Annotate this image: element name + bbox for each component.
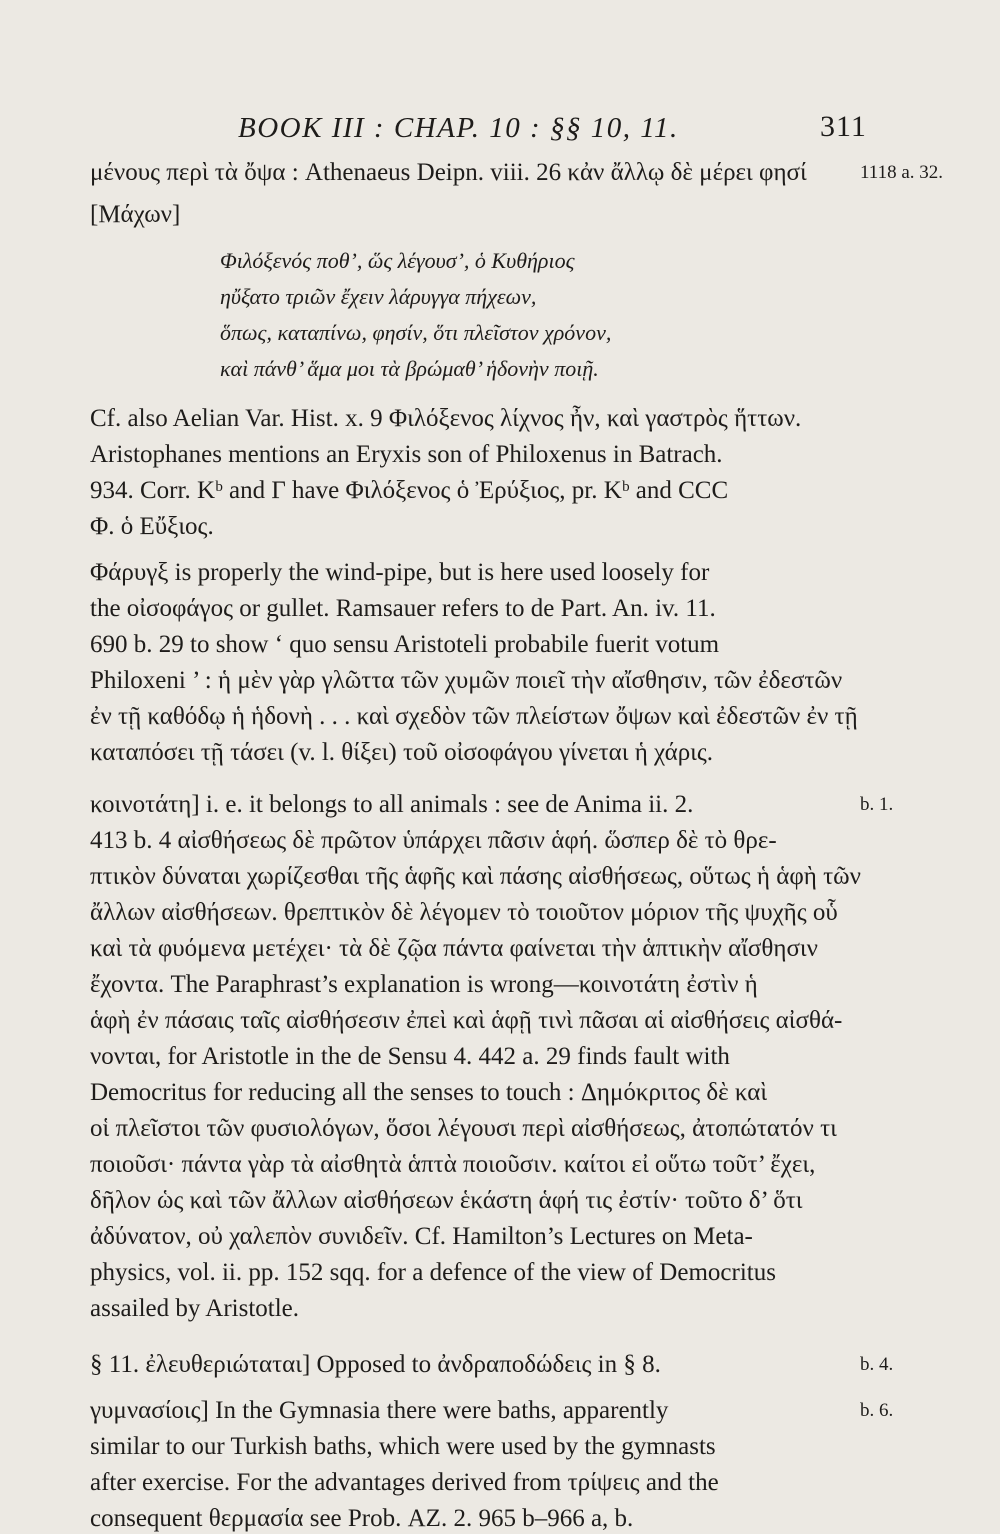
text-line: μένους περὶ τὰ ὄψα : Athenaeus Deipn. viii. 26 κἀν ἄλλῳ δὲ μέρει φησί 1118 a. 32. <box>90 159 944 186</box>
commentary-text <box>90 158 944 1532</box>
verse-line: ηὔξατο τριῶν ἔχειν λάρυγγα πήχεων, <box>220 284 537 309</box>
running-header <box>0 104 1000 144</box>
verse-line: Φιλόξενός ποθ’, ὥς λέγουσ’, ὁ Κυθήριος <box>220 248 575 273</box>
verse-line: καὶ πάνθ’ ἅμα μοι τὰ βρώμαθ’ ἡδονὴν ποιῇ. <box>220 356 599 381</box>
margin-reference: 1118 a. 32. <box>860 162 944 183</box>
text-line: ἐν τῇ καθόδῳ ἡ ἡδονὴ . . . καὶ σχεδὸν τῶν πλείστων ὄψων καὶ ἐδεστῶν ἐν τῇ <box>90 703 858 730</box>
text-line: [Μάχων] <box>90 201 181 228</box>
text-line: ἔχοντα. The Paraphrast’s explanation is wrong—κοινοτάτη ἐστὶν ἡ <box>90 971 758 998</box>
text-line: Cf. also Aelian Var. Hist. x. 9 Φιλόξενος λίχνος ἦν, καὶ γαστρὸς ἥττων. <box>90 405 802 432</box>
text-line: similar to our Turkish baths, which were used by the gymnasts <box>90 1433 716 1460</box>
text-line: after exercise. For the advantages derived from τρίψεις and the <box>90 1469 719 1496</box>
text-line: οἱ πλεῖστοι τῶν φυσιολόγων, ὅσοι λέγουσι περὶ αἰσθήσεως, ἀτοπώτατόν τι <box>90 1115 837 1142</box>
text-line: κοινοτάτη] i. e. it belongs to all animals : see de Anima ii. 2. b. 1. <box>90 791 894 818</box>
verse-line: ὅπως, καταπίνω, φησίν, ὅτι πλεῖστον χρόνον, <box>220 320 612 345</box>
page-number: 311 <box>820 110 867 143</box>
text-line: consequent θερμασία see Prob. ΑΖ. 2. 965 b–966 a, b. <box>90 1505 634 1532</box>
text-line: 690 b. 29 to show ‘ quo sensu Aristoteli probabile fuerit votum <box>90 631 720 658</box>
text-line: ἄλλων αἰσθήσεων. θρεπτικὸν δὲ λέγομεν τὸ τοιοῦτον μόριον τῆς ψυχῆς οὗ <box>90 899 838 926</box>
text-line: νονται, for Aristotle in the de Sensu 4. 442 a. 29 finds fault with <box>90 1043 730 1070</box>
text-line: καὶ τὰ φυόμενα μετέχει· τὰ δὲ ζῷα πάντα φαίνεται τὴν ἁπτικὴν αἴσθησιν <box>90 935 818 962</box>
text-line: γυμνασίοις] In the Gymnasia there were baths, apparently b. 6. <box>90 1397 894 1424</box>
running-head: BOOK III : CHAP. 10 : §§ 10, 11. <box>238 112 679 144</box>
text-line: ποιοῦσι· πάντα γὰρ τὰ αἰσθητὰ ἁπτὰ ποιοῦσιν. καίτοι εἰ οὕτω τοῦτ’ ἔχει, <box>90 1151 816 1178</box>
text-line: Φάρυγξ is properly the wind-pipe, but is here used loosely for <box>90 559 710 586</box>
text-line: Φ. ὁ Εὔξιος. <box>90 513 214 540</box>
text-line: Aristophanes mentions an Eryxis son of Philoxenus in Batrach. <box>90 441 723 468</box>
text-line: Philoxeni ’ : ἡ μὲν γὰρ γλῶττα τῶν χυμῶν ποιεῖ τὴν αἴσθησιν, τῶν ἐδεστῶν <box>90 667 843 694</box>
margin-reference: b. 6. <box>860 1400 894 1421</box>
text-line: the οἰσοφάγος or gullet. Ramsauer refers to de Part. An. iv. 11. <box>90 595 716 622</box>
text-line: Democritus for reducing all the senses to touch : Δημόκριτος δὲ καὶ <box>90 1079 768 1106</box>
text-line: πτικὸν δύναται χωρίζεσθαι τῆς ἁφῆς καὶ πάσης αἰσθήσεως, οὕτως ἡ ἁφὴ τῶν <box>90 863 861 890</box>
margin-reference: b. 4. <box>860 1354 894 1375</box>
text-line: καταπόσει τῇ τάσει (v. l. θίξει) τοῦ οἰσοφάγου γίνεται ἡ χάρις. <box>90 739 714 766</box>
text-line: physics, vol. ii. pp. 152 sqq. for a defence of the view of Democritus <box>90 1259 776 1286</box>
margin-reference: b. 1. <box>860 794 894 815</box>
text-line: assailed by Aristotle. <box>90 1295 299 1322</box>
text-line: δῆλον ὡς καὶ τῶν ἄλλων αἰσθήσεων ἑκάστη ἁφή τις ἐστίν· τοῦτο δ’ ὅτι <box>90 1187 803 1214</box>
text-line: 413 b. 4 αἰσθήσεως δὲ πρῶτον ὑπάρχει πᾶσιν ἁφή. ὥσπερ δὲ τὸ θρε- <box>90 827 777 854</box>
text-line: ἀδύνατον, οὐ χαλεπὸν συνιδεῖν. Cf. Hamilton’s Lectures on Meta- <box>90 1223 753 1250</box>
text-line: § 11. ἐλευθεριώταται] Opposed to ἀνδραποδώδεις in § 8. b. 4. <box>90 1351 894 1378</box>
text-line: 934. Corr. Kᵇ and Γ have Φιλόξενος ὁ Ἐρύξιος, pr. Kᵇ and CCC <box>90 477 729 504</box>
text-line: ἁφὴ ἐν πάσαις ταῖς αἰσθήσεσιν ἐπεὶ καὶ ἁφῇ τινὶ πᾶσαι αἱ αἰσθήσεις αἰσθά- <box>90 1007 843 1034</box>
